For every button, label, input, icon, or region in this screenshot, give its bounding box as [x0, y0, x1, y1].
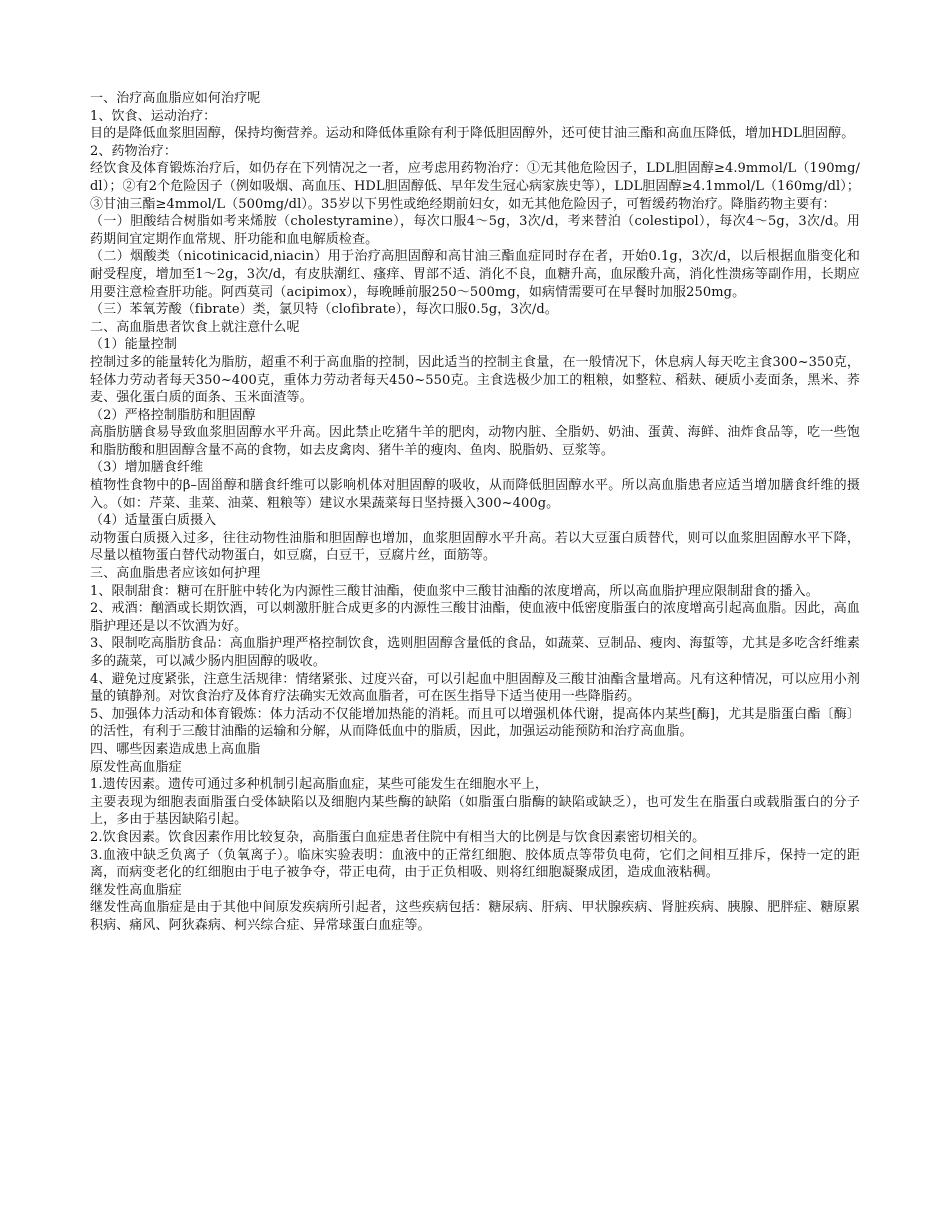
paragraph-fat-cholesterol: 高脂肪膳食易导致血浆胆固醇水平升高。因此禁止吃猪牛羊的肥肉，动物内脏、全脂奶、奶油、蛋黄、海鲜、油炸食品等，吃一些饱和脂肪酸和胆固醇含量不高的食物，如去皮禽肉、猪牛羊的瘦肉、鱼肉、脱脂奶、豆浆等。	[90, 425, 860, 458]
paragraph-negative-ions: 3.血液中缺乏负离子（负氧离子）。临床实验表明：血液中的正常红细胞、胶体质点等带负电荷，它们之间相互排斥，保持一定的距离，而病变老化的红细胞由于电子被争夺，带正电荷，由于正负相吸、则将红细胞凝聚成团，造成血液粘稠。	[90, 847, 860, 881]
paragraph-limit-sweets: 1、限制甜食：糖可在肝脏中转化为内源性三酸甘油酯，使血浆中三酸甘油酯的浓度增高，所以高血脂护理应限制甜食的播入。	[90, 583, 819, 599]
paragraph-exercise: 5、加强体力活动和体育锻炼：体力活动不仅能增加热能的消耗。而且可以增强机体代谢，提高体内某些[酶]，尤其是脂蛋白酯〔酶〕的活性，有利于三酸甘油酯的运输和分解，从而降低血中的脂质，因此，加强运动能预防和治疗高血脂。	[90, 706, 860, 740]
subheading-drug-therapy: 2、药物治疗：	[90, 143, 177, 159]
paragraph-limit-fat-foods: 3、限制吃高脂肪食品：高血脂护理严格控制饮食，选则胆固醇含量低的食品，如蔬菜、豆制品、瘦肉、海蜇等，尤其是多吃含纤维素多的蔬菜，可以减少肠内胆固醇的吸收。	[90, 636, 860, 669]
subheading-energy-control: （1）能量控制	[90, 337, 177, 353]
paragraph-diet-exercise: 目的是降低血浆胆固醇，保持均衡营养。运动和降低体重除有利于降低胆固醇外，还可使甘油三酯和高血压降低，增加HDL胆固醇。	[90, 126, 855, 142]
section-heading-3: 三、高血脂患者应该如何护理	[90, 566, 261, 582]
paragraph-quit-alcohol: 2、戒酒：酗酒或长期饮酒，可以刺激肝脏合成更多的内源性三酸甘油酯，使血液中低密度脂蛋白的浓度增高引起高血脂。因此，高血脂护理还是以不饮酒为好。	[90, 601, 860, 634]
paragraph-avoid-stress: 4、避免过度紧张，注意生活规律：情绪紧张、过度兴奋，可以引起血中胆固醇及三酸甘油酯含量增高。凡有这种情况，可以应用小剂量的镇静剂。对饮食治疗及体育疗法确实无效高血脂者，可在医生指导下适当使用一些降脂药。	[90, 671, 860, 705]
document-body	[90, 90, 860, 935]
paragraph-diet-factor: 2.饮食因素。饮食因素作用比较复杂，高脂蛋白血症患者住院中有相当大的比例是与饮食因素密切相关的。	[90, 829, 706, 845]
paragraph-genetic-factor: 1.遗传因素。遗传可通过多种机制引起高脂血症，某些可能发生在细胞水平上，	[90, 777, 549, 793]
paragraph-protein: 动物蛋白质摄入过多，往往动物性油脂和胆固醇也增加，血浆胆固醇水平升高。若以大豆蛋白质替代，则可以血浆胆固醇水平下降，尽量以植物蛋白替代动物蛋白，如豆腐，白豆干，豆腐片丝，面筋等。	[90, 530, 860, 564]
section-heading-4: 四、哪些因素造成患上高血脂	[90, 741, 261, 757]
paragraph-drug-therapy: 经饮食及体育锻炼治疗后，如仍存在下列情况之一者，应考虑用药物治疗：①无其他危险因子，LDL胆固醇≥4.9mmol/L（190mg/dl）；②有2个危险因子（例如吸烟、高血压、HDL胆固醇低、早年发生冠心病家族史等），LDL胆固醇≥4.1mmol/L（160mg/dl）；③甘油三酯≥4mmol/L（500mg/dl）。35岁以下男性或绝经期前妇女，如无其他危险因子，可暂缓药物治疗。降脂药物主要有：	[90, 161, 860, 212]
paragraph-energy-control: 控制过多的能量转化为脂肪，超重不利于高血脂的控制，因此适当的控制主食量，在一般情况下，休息病人每天吃主食300~350克，轻体力劳动者每天350~400克，重体力劳动者每天450~550克。主食选极少加工的粗粮，如整粒、稻麸、硬质小麦面条，黑米、荞麦、强化蛋白质的面条、玉米面渣等。	[90, 354, 860, 406]
paragraph-dietary-fiber: 植物性食物中的β–固甾醇和膳食纤维可以影响机体对胆固醇的吸收，从而降低胆固醇水平。所以高血脂患者应适当增加膳食纤维的摄入。（如：芹菜、韭菜、油菜、粗粮等）建议水果蔬菜每日坚持摄入300~400g。	[90, 478, 860, 511]
subheading-diet-exercise: 1、饮食、运动治疗：	[90, 108, 217, 124]
subheading-protein: （4）适量蛋白质摄入	[90, 513, 217, 529]
paragraph-fibrate: （三）苯氧芳酸（fibrate）类，氯贝特（clofibrate），每次口服0.5g，3次/d。	[90, 302, 558, 318]
paragraph-secondary-hyperlipidemia: 继发性高血脂症是由于其他中间原发疾病所引起者，这些疾病包括：糖尿病、肝病、甲状腺疾病、肾脏疾病、胰腺、肥胖症、糖原累积病、痛风、阿狄森病、柯兴综合症、异常球蛋白血症等。	[90, 900, 860, 933]
section-heading-1: 一、治疗高血脂应如何治疗呢	[90, 91, 261, 106]
paragraph-bile-acid-resin: （一）胆酸结合树脂如考来烯胺（cholestyramine），每次口服4～5g，3次/d，考来替泊（colestipol），每次4～5g，3次/d。用药期间宜定期作血常规、肝功能和血电解质检查。	[90, 214, 860, 247]
subheading-primary-hyperlipidemia: 原发性高血脂症	[90, 759, 182, 775]
subheading-dietary-fiber: （3）增加膳食纤维	[90, 460, 204, 476]
paragraph-niacin: （二）烟酸类（nicotinicacid,niacin）用于治疗高胆固醇和高甘油三酯血症同时存在者，开始0.1g，3次/d，以后根据血脂变化和耐受程度，增加至1～2g，3次/d，有皮肤潮红、瘙痒、胃部不适、消化不良，血糖升高，血尿酸升高，消化性溃疡等副作用，长期应用要注意检查肝功能。阿西莫司（acipimox），每晚睡前服250～500mg，如病情需要可在早餐时加服250mg。	[90, 249, 860, 300]
subheading-secondary-hyperlipidemia: 继发性高血脂症	[90, 882, 182, 898]
section-heading-2: 二、高血脂患者饮食上就注意什么呢	[90, 319, 300, 335]
subheading-fat-cholesterol: （2）严格控制脂肪和胆固醇	[90, 407, 256, 423]
paragraph-genetic-detail: 主要表现为细胞表面脂蛋白受体缺陷以及细胞内某些酶的缺陷（如脂蛋白脂酶的缺陷或缺乏），也可发生在脂蛋白或载脂蛋白的分子上，多由于基因缺陷引起。	[90, 794, 860, 828]
